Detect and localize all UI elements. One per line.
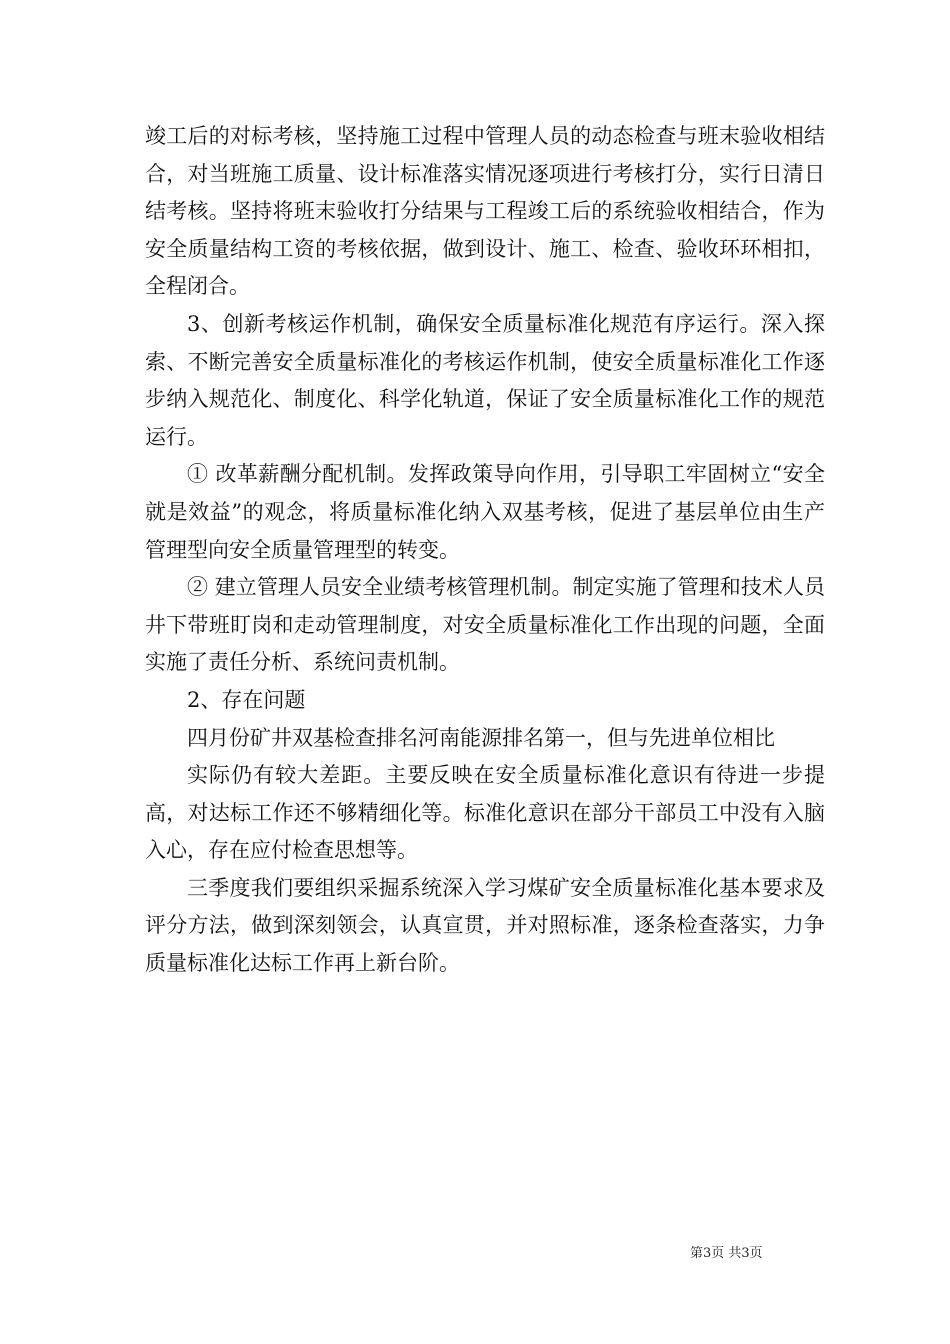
paragraph-performance-assessment: ② 建立管理人员安全业绩考核管理机制。制定实施了管理和技术人员井下带班盯岗和走动管理制度，对安全质量标准化工作出现的问题，全面实施了责任分析、系统问责机制。 (145, 575, 825, 675)
document-body (145, 118, 825, 983)
paragraph-ranking: 四月份矿井双基检查排名河南能源排名第一，但与先进单位相比 (187, 725, 775, 750)
paragraph-gap: 实际仍有较大差距。主要反映在安全质量标准化意识有待进一步提高，对达标工作还不够精细化等。标准化意识在部分干部员工中没有入脑入心，存在应付检查思想等。 (145, 763, 825, 863)
paragraph-third-quarter-plan: 三季度我们要组织采掘系统深入学习煤矿安全质量标准化基本要求及评分方法，做到深刻领会，认真宣贯，并对照标准，逐条检查落实，力争质量标准化达标工作再上新台阶。 (145, 875, 825, 976)
paragraph-assessment-mechanism: 3、创新考核运作机制，确保安全质量标准化规范有序运行。深入探索、不断完善安全质量标准化的考核运作机制，使安全质量标准化工作逐步纳入规范化、制度化、科学化轨道，保证了安全质量标准化工作的规范运行。 (145, 311, 825, 449)
page-number: 第3页 共3页 (690, 1246, 763, 1261)
paragraph-salary-reform: ① 改革薪酬分配机制。发挥政策导向作用，引导职工牢固树立“安全就是效益”的观念，将质量标准化纳入双基考核，促进了基层单位由生产管理型向安全质量管理型的转变。 (145, 462, 825, 562)
section-heading-problems: 2、存在问题 (187, 687, 306, 712)
paragraph-inspection-acceptance: 竣工后的对标考核，坚持施工过程中管理人员的动态检查与班末验收相结合，对当班施工质量、设计标准落实情况逐项进行考核打分，实行日清日结考核。坚持将班末验收打分结果与工程竣工后的系统验收相结合，作为安全质量结构工资的考核依据，做到设计、施工、检查、验收环环相扣，全程闭合。 (145, 124, 825, 299)
